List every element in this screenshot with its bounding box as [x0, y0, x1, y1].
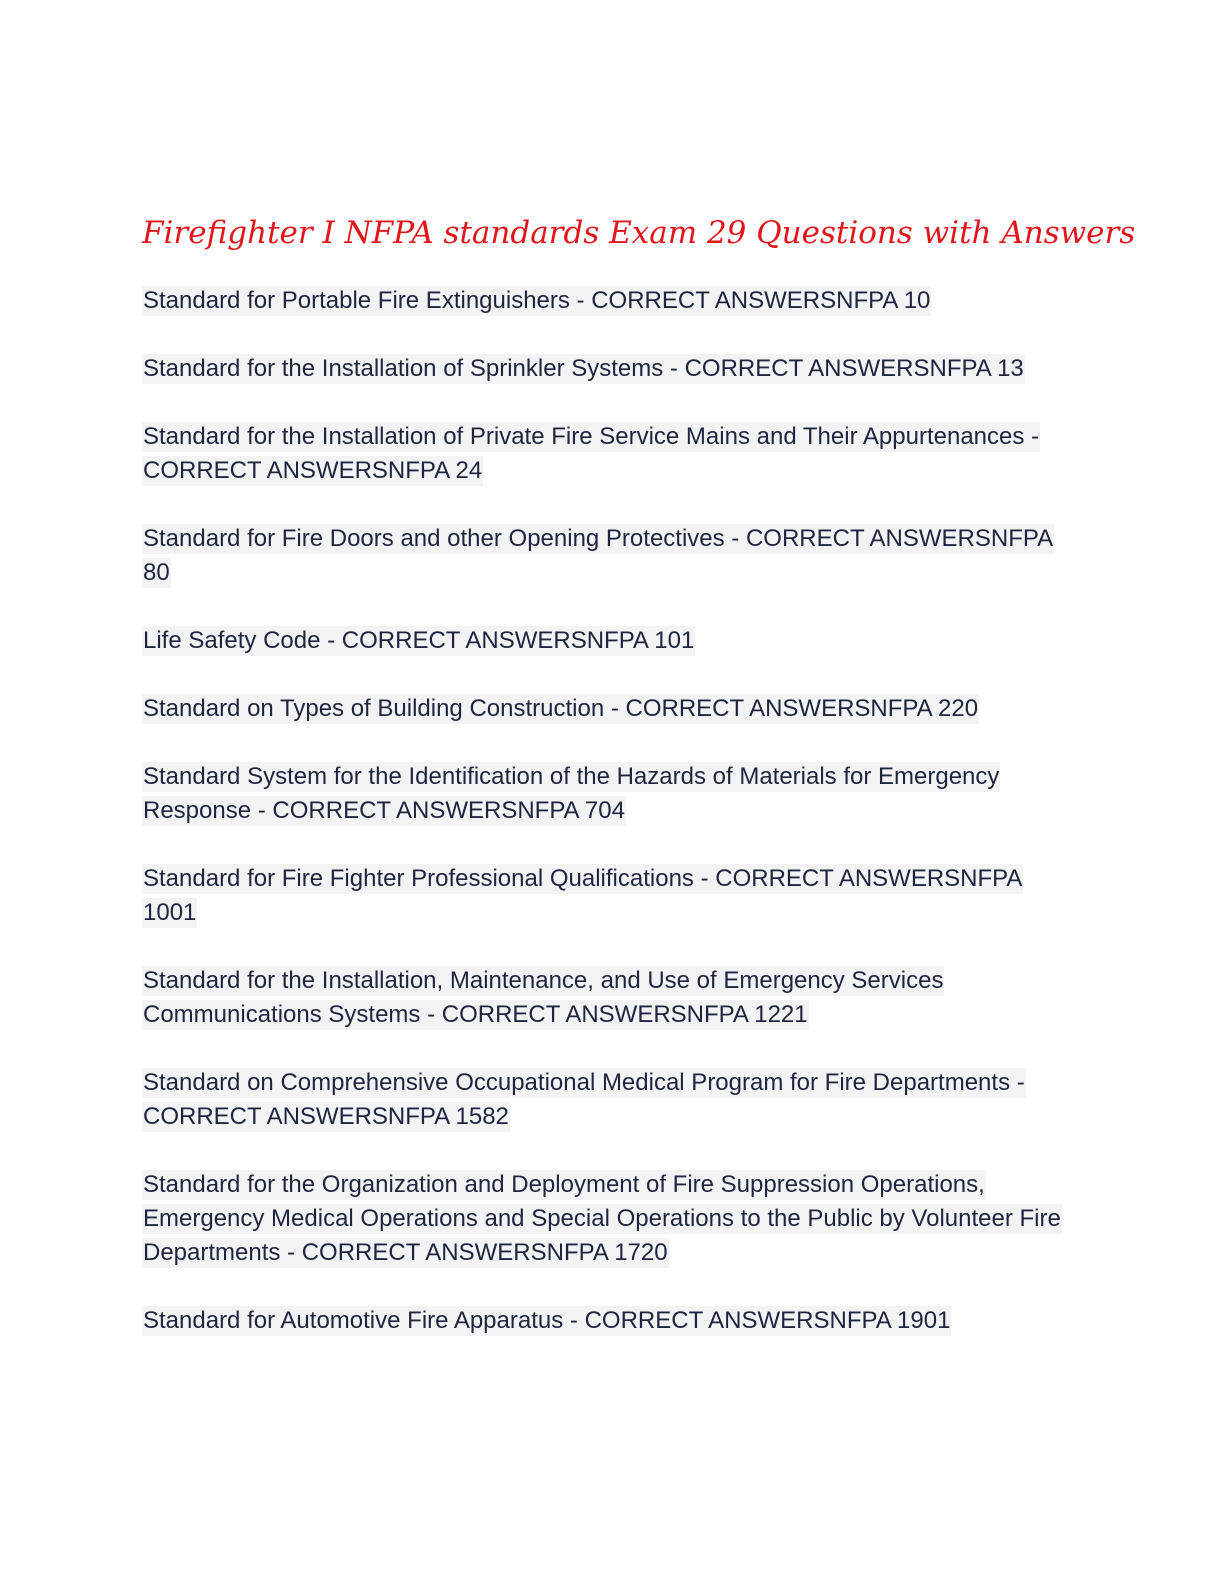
qa-item-text: Standard System for the Identification of the Hazards of Materials for Emergency Response - CORRECT ANSWERSNFPA 704 [143, 763, 1000, 824]
qa-item-text: Standard for Portable Fire Extinguishers - CORRECT ANSWERSNFPA 10 [143, 287, 931, 314]
qa-item [142, 1304, 1082, 1338]
qa-item-text: Standard for Automotive Fire Apparatus - CORRECT ANSWERSNFPA 1901 [143, 1307, 951, 1334]
qa-item-text: Standard for Fire Fighter Professional Qualifications - CORRECT ANSWERSNFPA 1001 [143, 865, 1023, 926]
qa-item [142, 862, 1082, 930]
qa-item-text: Life Safety Code - CORRECT ANSWERSNFPA 101 [143, 627, 695, 654]
qa-item-text: Standard for the Installation of Sprinkler Systems - CORRECT ANSWERSNFPA 13 [143, 355, 1024, 382]
qa-item [142, 760, 1082, 828]
qa-item [142, 624, 1082, 658]
qa-item [142, 522, 1082, 590]
document-title: Firefighter I NFPA standards Exam 29 Questions with Answers [142, 215, 1136, 251]
qa-item [142, 352, 1082, 386]
qa-item [142, 692, 1082, 726]
qa-item-text: Standard on Comprehensive Occupational Medical Program for Fire Departments - CORRECT ANSWERSNFPA 1582 [143, 1069, 1025, 1130]
qa-item [142, 964, 1082, 1032]
qa-item [142, 1168, 1082, 1270]
qa-item-text: Standard for the Organization and Deployment of Fire Suppression Operations, Emergency Medical Operations and Special Operations to the Public by Volunteer Fire Departments - CORRECT ANSWERSNFPA 1720 [143, 1171, 1061, 1266]
qa-item [142, 284, 1082, 318]
qa-item [142, 1066, 1082, 1134]
qa-item-text: Standard for the Installation, Maintenance, and Use of Emergency Services Communications Systems - CORRECT ANSWERSNFPA 1221 [143, 967, 944, 1028]
qa-item-text: Standard on Types of Building Construction - CORRECT ANSWERSNFPA 220 [143, 695, 979, 722]
qa-item-text: Standard for Fire Doors and other Opening Protectives - CORRECT ANSWERSNFPA 80 [143, 525, 1054, 586]
qa-item [142, 420, 1082, 488]
qa-list [142, 284, 1082, 1372]
qa-item-text: Standard for the Installation of Private Fire Service Mains and Their Appurtenances - CORRECT ANSWERSNFPA 24 [143, 423, 1040, 484]
